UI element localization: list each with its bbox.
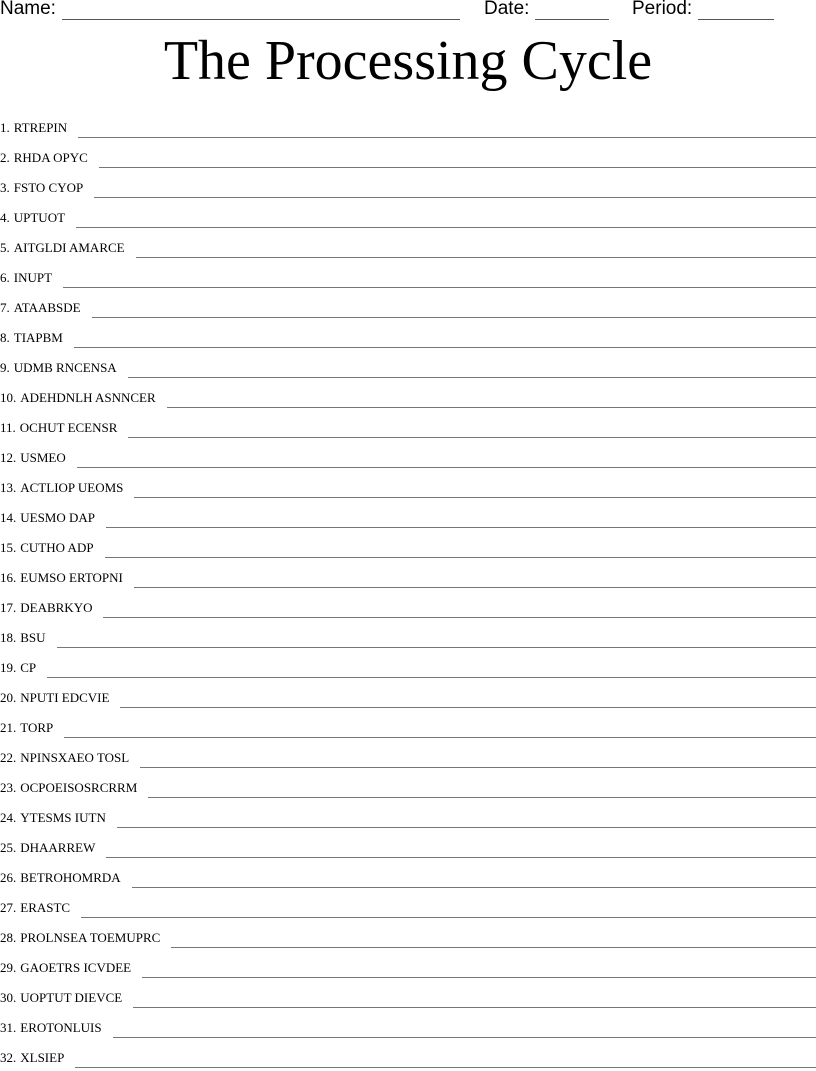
item-number: 2.: [0, 150, 10, 165]
scramble-label: [0, 990, 122, 1006]
list-item: [0, 171, 816, 201]
answer-line[interactable]: [103, 605, 816, 618]
item-number: 8.: [0, 330, 10, 345]
scramble-label: [0, 330, 63, 346]
answer-line[interactable]: [99, 155, 816, 168]
scramble-list: [0, 111, 816, 1071]
list-item: [0, 831, 816, 861]
scramble-label: [0, 450, 66, 466]
scramble-label: [0, 1020, 102, 1036]
scrambled-word: NPINSXAEO TOSL: [20, 750, 130, 765]
list-item: [0, 351, 816, 381]
list-item: [0, 651, 816, 681]
answer-line[interactable]: [148, 785, 816, 798]
list-item: [0, 261, 816, 291]
answer-line[interactable]: [128, 425, 816, 438]
scrambled-word: TORP: [20, 720, 54, 735]
scramble-label: [0, 480, 123, 496]
item-number: 10.: [0, 390, 17, 405]
scrambled-word: ADEHDNLH ASNNCER: [20, 390, 156, 405]
scrambled-word: CUTHO ADP: [20, 540, 94, 555]
answer-line[interactable]: [117, 815, 816, 828]
date-blank[interactable]: [535, 2, 609, 20]
item-number: 24.: [0, 810, 17, 825]
name-blank[interactable]: [62, 2, 460, 20]
scramble-label: [0, 600, 92, 616]
scramble-label: [0, 270, 52, 286]
item-number: 22.: [0, 750, 17, 765]
list-item: [0, 111, 816, 141]
scrambled-word: UDMB RNCENSA: [13, 360, 117, 375]
answer-line[interactable]: [76, 215, 816, 228]
scramble-label: [0, 240, 125, 256]
scramble-label: [0, 780, 137, 796]
scrambled-word: OCPOEISOSRCRRM: [20, 780, 138, 795]
scrambled-word: ERASTC: [20, 900, 71, 915]
scramble-label: [0, 630, 46, 646]
answer-line[interactable]: [133, 995, 816, 1008]
scrambled-word: UPTUOT: [13, 210, 66, 225]
answer-line[interactable]: [63, 275, 816, 288]
scrambled-word: DHAARREW: [20, 840, 96, 855]
period-field: [632, 0, 774, 20]
answer-line[interactable]: [171, 935, 816, 948]
answer-line[interactable]: [75, 1055, 816, 1068]
scrambled-word: BETROHOMRDA: [20, 870, 121, 885]
item-number: 4.: [0, 210, 10, 225]
list-item: [0, 951, 816, 981]
list-item: [0, 381, 816, 411]
scrambled-word: RTREPIN: [13, 120, 68, 135]
item-number: 30.: [0, 990, 17, 1005]
list-item: [0, 201, 816, 231]
item-number: 19.: [0, 660, 17, 675]
item-number: 32.: [0, 1050, 17, 1065]
scrambled-word: TIAPBM: [13, 330, 63, 345]
scramble-label: [0, 390, 156, 406]
worksheet-header: [0, 0, 816, 22]
item-number: 7.: [0, 300, 10, 315]
answer-line[interactable]: [74, 335, 816, 348]
scrambled-word: OCHUT ECENSR: [19, 420, 118, 435]
item-number: 23.: [0, 780, 17, 795]
scramble-label: [0, 420, 117, 436]
date-label: Date:: [484, 0, 530, 19]
item-number: 16.: [0, 570, 17, 585]
scramble-label: [0, 720, 53, 736]
item-number: 1.: [0, 120, 10, 135]
item-number: 25.: [0, 840, 17, 855]
item-number: 31.: [0, 1020, 17, 1035]
scramble-label: [0, 690, 109, 706]
answer-line[interactable]: [120, 695, 816, 708]
scramble-label: [0, 660, 36, 676]
scramble-label: [0, 870, 121, 886]
list-item: [0, 741, 816, 771]
item-number: 27.: [0, 900, 17, 915]
scrambled-word: UESMO DAP: [20, 510, 96, 525]
list-item: [0, 291, 816, 321]
list-item: [0, 681, 816, 711]
answer-line[interactable]: [132, 875, 816, 888]
list-item: [0, 1011, 816, 1041]
item-number: 9.: [0, 360, 10, 375]
period-label: Period:: [632, 0, 693, 19]
answer-line[interactable]: [77, 455, 816, 468]
scramble-label: [0, 750, 129, 766]
scrambled-word: XLSIEP: [20, 1050, 65, 1065]
item-number: 14.: [0, 510, 17, 525]
scramble-label: [0, 120, 67, 136]
answer-line[interactable]: [134, 485, 816, 498]
scrambled-word: DEABRKYO: [20, 600, 93, 615]
scramble-label: [0, 840, 95, 856]
item-number: 6.: [0, 270, 10, 285]
list-item: [0, 531, 816, 561]
answer-line[interactable]: [167, 395, 816, 408]
answer-line[interactable]: [106, 515, 816, 528]
scramble-label: [0, 540, 94, 556]
scrambled-word: AITGLDI AMARCE: [13, 240, 125, 255]
list-item: [0, 921, 816, 951]
list-item: [0, 621, 816, 651]
scrambled-word: YTESMS IUTN: [20, 810, 106, 825]
scrambled-word: UOPTUT DIEVCE: [20, 990, 123, 1005]
list-item: [0, 891, 816, 921]
list-item: [0, 801, 816, 831]
list-item: [0, 981, 816, 1011]
answer-line[interactable]: [136, 245, 816, 258]
name-label: Name:: [0, 0, 56, 19]
answer-line[interactable]: [81, 905, 816, 918]
scramble-label: [0, 510, 95, 526]
scramble-label: [0, 150, 88, 166]
answer-line[interactable]: [105, 545, 816, 558]
list-item: [0, 441, 816, 471]
answer-line[interactable]: [47, 665, 816, 678]
period-blank[interactable]: [698, 2, 774, 20]
scramble-label: [0, 570, 123, 586]
answer-line[interactable]: [128, 365, 816, 378]
list-item: [0, 141, 816, 171]
scrambled-word: ATAABSDE: [13, 300, 81, 315]
item-number: 3.: [0, 180, 10, 195]
list-item: [0, 501, 816, 531]
scrambled-word: PROLNSEA TOEMUPRC: [20, 930, 161, 945]
scrambled-word: BSU: [20, 630, 46, 645]
list-item: [0, 411, 816, 441]
scrambled-word: NPUTI EDCVIE: [20, 690, 110, 705]
list-item: [0, 711, 816, 741]
item-number: 26.: [0, 870, 17, 885]
item-number: 29.: [0, 960, 17, 975]
list-item: [0, 471, 816, 501]
list-item: [0, 771, 816, 801]
scrambled-word: INUPT: [13, 270, 53, 285]
scrambled-word: ACTLIOP UEOMS: [20, 480, 124, 495]
list-item: [0, 861, 816, 891]
item-number: 12.: [0, 450, 17, 465]
answer-line[interactable]: [113, 1025, 816, 1038]
answer-line[interactable]: [140, 755, 816, 768]
answer-line[interactable]: [142, 965, 816, 978]
item-number: 13.: [0, 480, 17, 495]
list-item: [0, 561, 816, 591]
item-number: 5.: [0, 240, 10, 255]
scramble-label: [0, 960, 131, 976]
scrambled-word: CP: [20, 660, 37, 675]
scramble-label: [0, 300, 81, 316]
scramble-label: [0, 360, 117, 376]
scramble-label: [0, 810, 106, 826]
item-number: 11.: [0, 420, 16, 435]
scrambled-word: EUMSO ERTOPNI: [20, 570, 123, 585]
name-field: [0, 0, 460, 20]
answer-line[interactable]: [106, 845, 816, 858]
scramble-label: [0, 180, 83, 196]
list-item: [0, 591, 816, 621]
item-number: 15.: [0, 540, 17, 555]
scrambled-word: FSTO CYOP: [13, 180, 84, 195]
item-number: 21.: [0, 720, 17, 735]
item-number: 20.: [0, 690, 17, 705]
item-number: 18.: [0, 630, 17, 645]
scramble-label: [0, 210, 65, 226]
list-item: [0, 231, 816, 261]
scramble-label: [0, 1050, 64, 1066]
answer-line[interactable]: [64, 725, 816, 738]
list-item: [0, 321, 816, 351]
scrambled-word: RHDA OPYC: [13, 150, 88, 165]
answer-line[interactable]: [94, 185, 816, 198]
page-title: The Processing Cycle: [163, 30, 653, 92]
list-item: [0, 1041, 816, 1071]
item-number: 17.: [0, 600, 17, 615]
scramble-label: [0, 930, 160, 946]
answer-line[interactable]: [78, 125, 816, 138]
date-field: [484, 0, 609, 20]
scrambled-word: USMEO: [20, 450, 66, 465]
item-number: 28.: [0, 930, 17, 945]
answer-line[interactable]: [134, 575, 816, 588]
answer-line[interactable]: [57, 635, 816, 648]
answer-line[interactable]: [92, 305, 816, 318]
scrambled-word: GAOETRS ICVDEE: [20, 960, 132, 975]
scrambled-word: EROTONLUIS: [20, 1020, 102, 1035]
scramble-label: [0, 900, 70, 916]
